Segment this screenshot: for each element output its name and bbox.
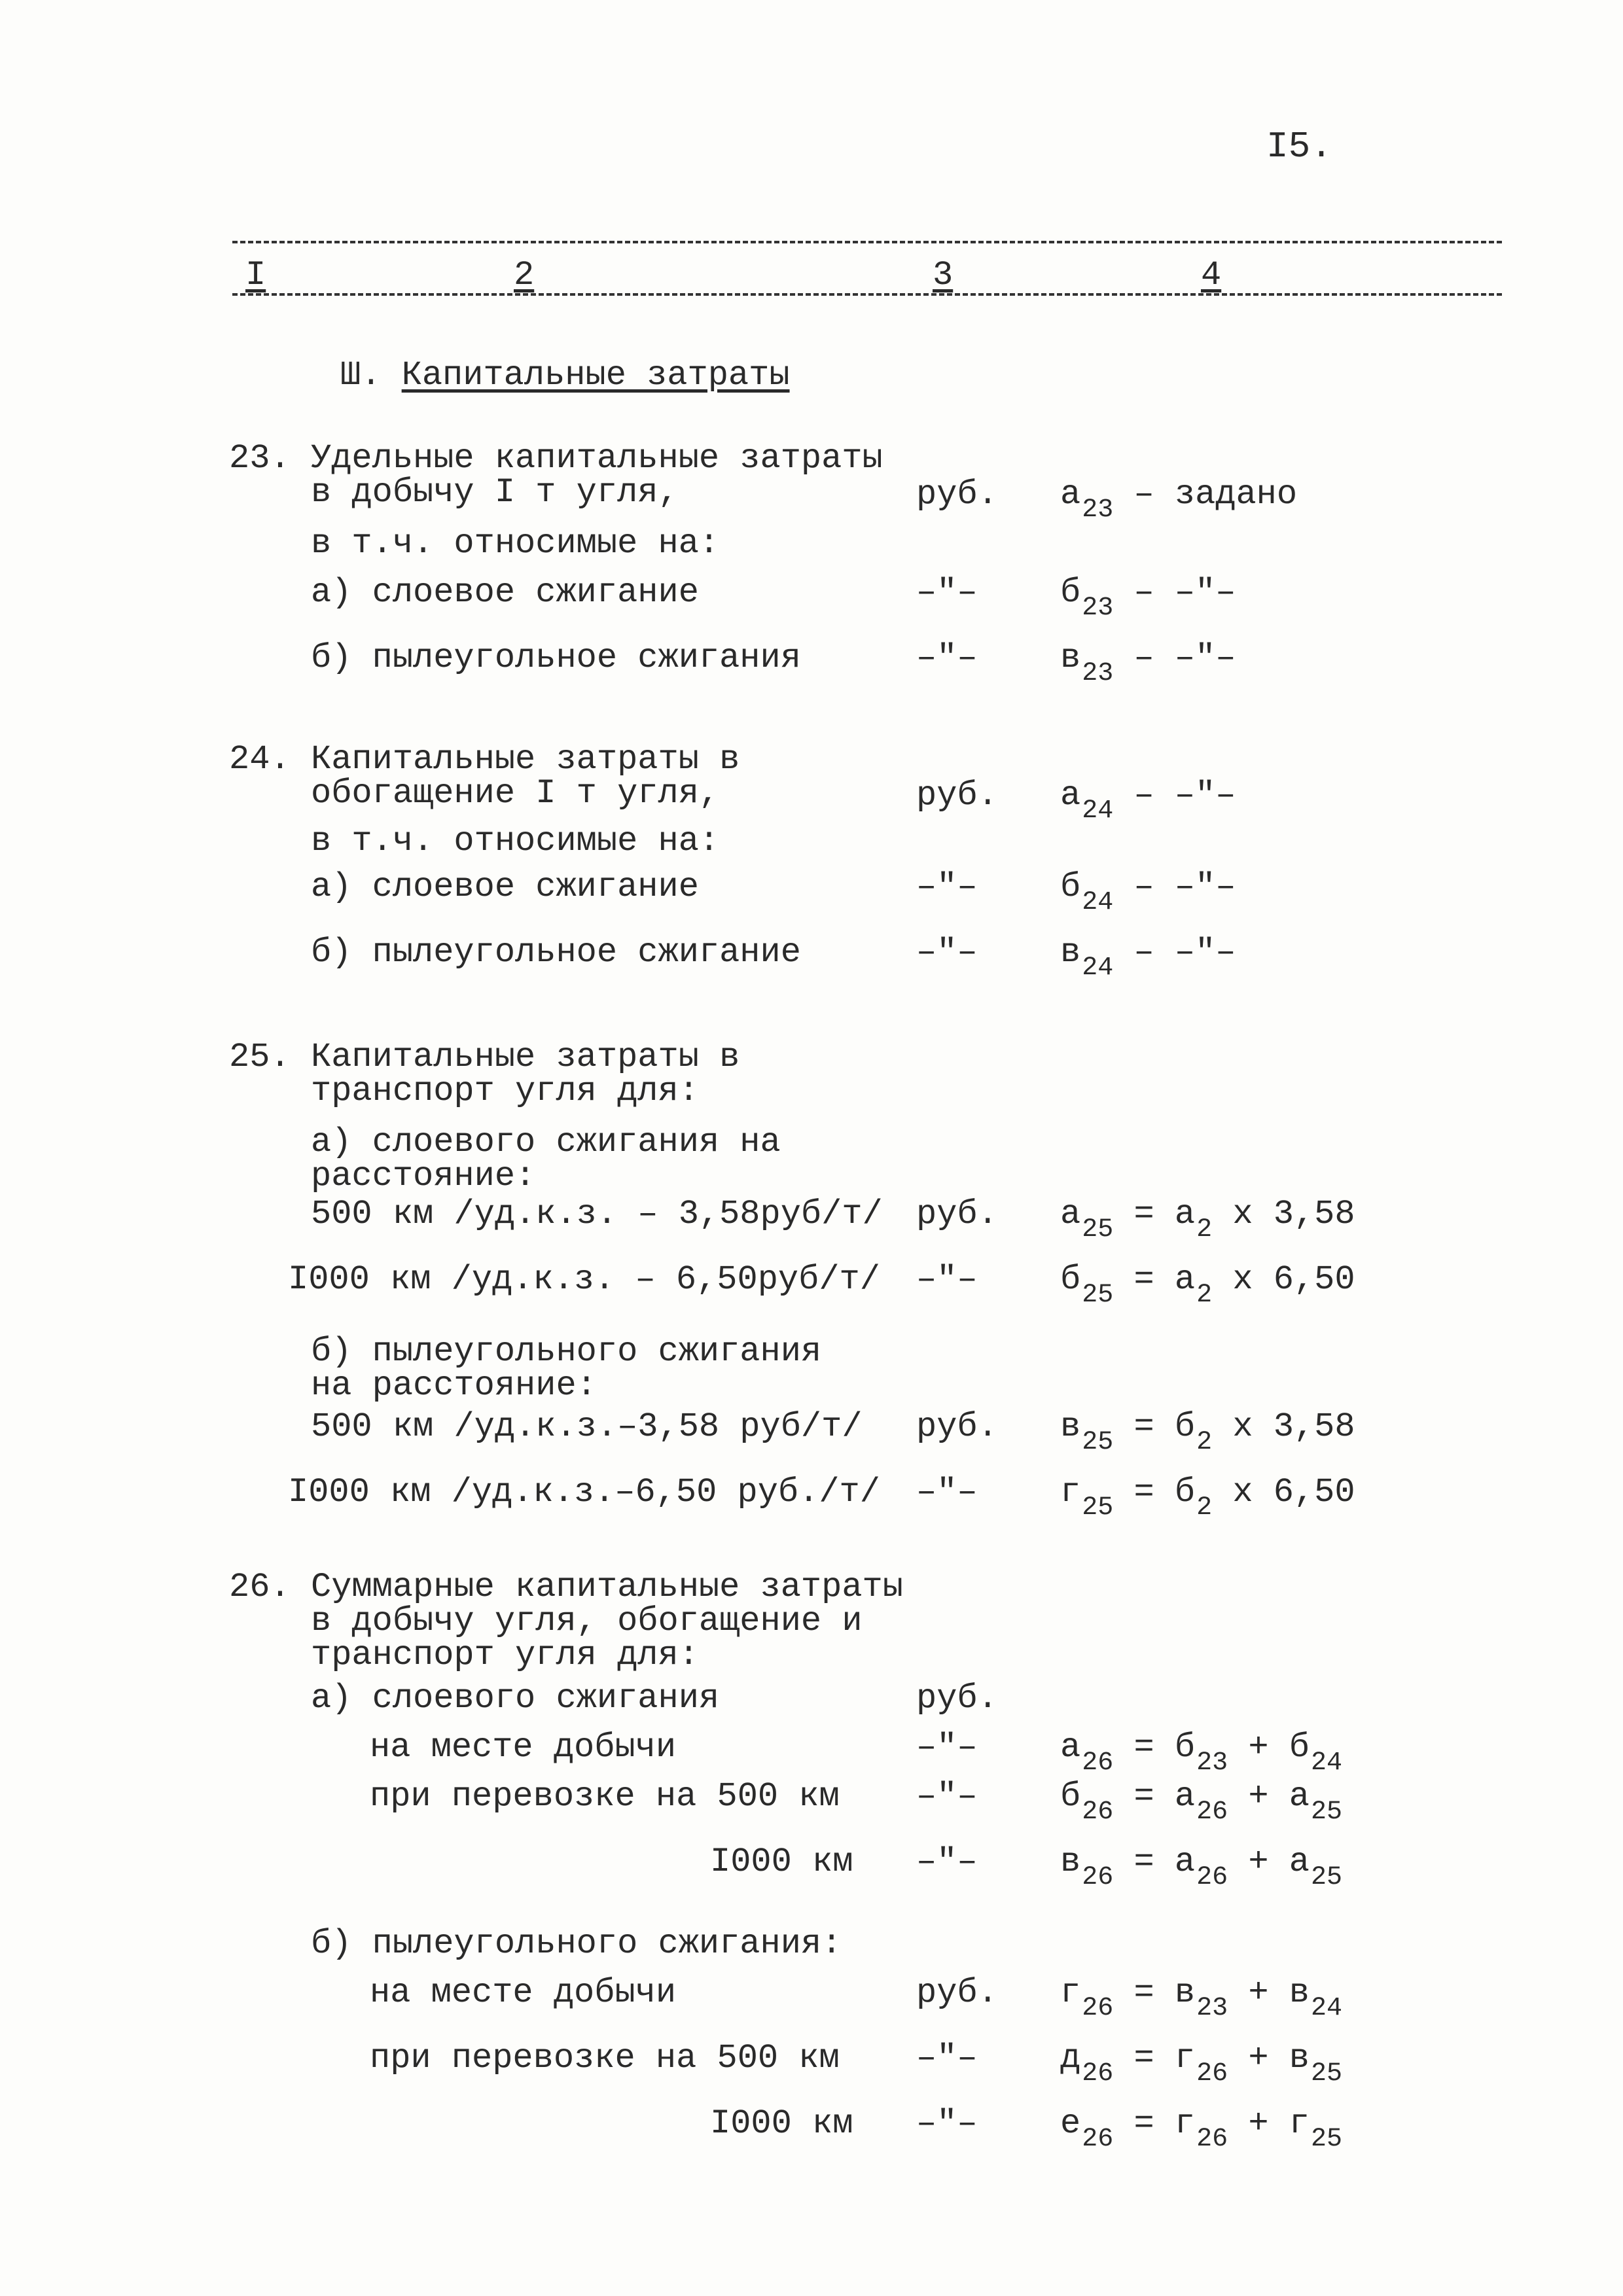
item-26b-row2-formula: $д_{26} = г_{26} + в_{25}$: [1060, 2039, 1343, 2089]
item-25-row1-formula: $а_{25} = а_2$ х 3,58: [1060, 1195, 1355, 1245]
item-26a-unit: руб.: [916, 1679, 998, 1718]
item-25-row3-formula: $в_{25} = б_2$ х 3,58: [1060, 1407, 1355, 1457]
item-24-title: Капитальные затраты в обогащение I т угля,: [311, 740, 740, 813]
item-23a-value: $б_{23}$ – –"–: [1060, 573, 1236, 623]
item-23b-label: б) пылеугольное сжигания: [311, 639, 801, 677]
item-24b-unit: –"–: [916, 933, 978, 972]
item-26b-row3-label: I000 км: [710, 2104, 853, 2143]
item-23-unit: руб.: [916, 475, 998, 514]
item-26a-row3-unit: –"–: [916, 1843, 978, 1881]
item-25-row4-label: I000 км /уд.к.з.–6,50 руб./т/: [288, 1473, 880, 1511]
item-26b-row2-label: при перевозке на 500 км: [370, 2039, 840, 2077]
item-24b-value: $в_{24}$ – –"–: [1060, 933, 1236, 983]
item-26-title: Суммарные капитальные затраты в добычу угля, обогащение и транспорт угля для:: [311, 1568, 903, 1674]
item-26-number: 26.: [229, 1568, 291, 1606]
item-24-incl: в т.ч. относимые на:: [311, 822, 720, 860]
item-26a-row3-formula: $в_{26} = а_{26} + а_{25}$: [1060, 1843, 1343, 1892]
item-23-incl: в т.ч. относимые на:: [311, 524, 720, 563]
header-rule-top: [232, 241, 1502, 243]
item-24a-label: а) слоевое сжигание: [311, 868, 699, 906]
item-25-row1-unit: руб.: [916, 1195, 998, 1233]
item-26a-row1-formula: $а_{26} = б_{23} + б_{24}$: [1060, 1728, 1343, 1778]
item-26b-row3-unit: –"–: [916, 2104, 978, 2143]
page-number: I5.: [1266, 126, 1332, 168]
item-26b-row3-formula: $е_{26} = г_{26} + г_{25}$: [1060, 2104, 1343, 2154]
item-25b-label: б) пылеугольного сжигания на расстояние:: [311, 1332, 822, 1405]
item-23-title: Удельные капитальные затраты в добычу I т угля,: [311, 439, 883, 512]
item-25-row4-unit: –"–: [916, 1473, 978, 1511]
item-25-title: Капитальные затраты в транспорт угля для:: [311, 1038, 740, 1110]
item-26b-row1-formula: $г_{26} = в_{23} + в_{24}$: [1060, 1973, 1343, 2023]
item-23a-label: а) слоевое сжигание: [311, 573, 699, 612]
item-26a-row1-label: на месте добычи: [370, 1728, 677, 1767]
item-25-number: 25.: [229, 1038, 291, 1076]
item-24a-value: $б_{24}$ – –"–: [1060, 868, 1236, 917]
item-25-row3-unit: руб.: [916, 1407, 998, 1446]
column-header-2: 2: [514, 256, 535, 294]
item-25-row2-label: I000 км /уд.к.з. – 6,50руб/т/: [288, 1260, 880, 1299]
column-header-4: 4: [1201, 256, 1222, 294]
item-24b-label: б) пылеугольное сжигание: [311, 933, 801, 972]
item-25-row2-formula: $б_{25} = а_2$ х 6,50: [1060, 1260, 1355, 1310]
item-23b-unit: –"–: [916, 639, 978, 677]
item-26b-label: б) пылеугольного сжигания:: [311, 1924, 842, 1963]
item-26a-row3-label: I000 км: [710, 1843, 853, 1881]
item-26a-row2-unit: –"–: [916, 1777, 978, 1816]
item-26a-row2-label: при перевозке на 500 км: [370, 1777, 840, 1816]
item-24-number: 24.: [229, 740, 291, 779]
item-26b-row1-unit: руб.: [916, 1973, 998, 2012]
item-25-row2-unit: –"–: [916, 1260, 978, 1299]
item-25-row4-formula: $г_{25} = б_2$ х 6,50: [1060, 1473, 1355, 1523]
item-24-unit: руб.: [916, 776, 998, 815]
section-heading: [340, 356, 790, 395]
header-rule-bottom: [232, 293, 1502, 296]
item-26a-row1-unit: –"–: [916, 1728, 978, 1767]
item-26a-label: а) слоевого сжигания: [311, 1679, 720, 1718]
column-header-1: I: [245, 256, 266, 294]
section-roman: Ш.: [340, 356, 382, 395]
item-25-row1-label: 500 км /уд.к.з. – 3,58руб/т/: [311, 1195, 883, 1233]
item-24a-unit: –"–: [916, 868, 978, 906]
section-title: Капитальные затраты: [401, 356, 790, 395]
item-26b-row2-unit: –"–: [916, 2039, 978, 2077]
item-23b-value: $в_{23}$ – –"–: [1060, 639, 1236, 688]
item-26b-row1-label: на месте добычи: [370, 1973, 677, 2012]
item-23-number: 23.: [229, 439, 291, 478]
item-25a-label: а) слоевого сжигания на расстояние:: [311, 1123, 781, 1195]
column-header-3: 3: [933, 256, 954, 294]
item-24-value: $а_{24}$ – –"–: [1060, 776, 1236, 826]
item-26a-row2-formula: $б_{26} = а_{26} + а_{25}$: [1060, 1777, 1343, 1827]
item-23a-unit: –"–: [916, 573, 978, 612]
item-23-value: $а_{23}$ – задано: [1060, 475, 1298, 525]
item-25-row3-label: 500 км /уд.к.з.–3,58 руб/т/: [311, 1407, 863, 1446]
